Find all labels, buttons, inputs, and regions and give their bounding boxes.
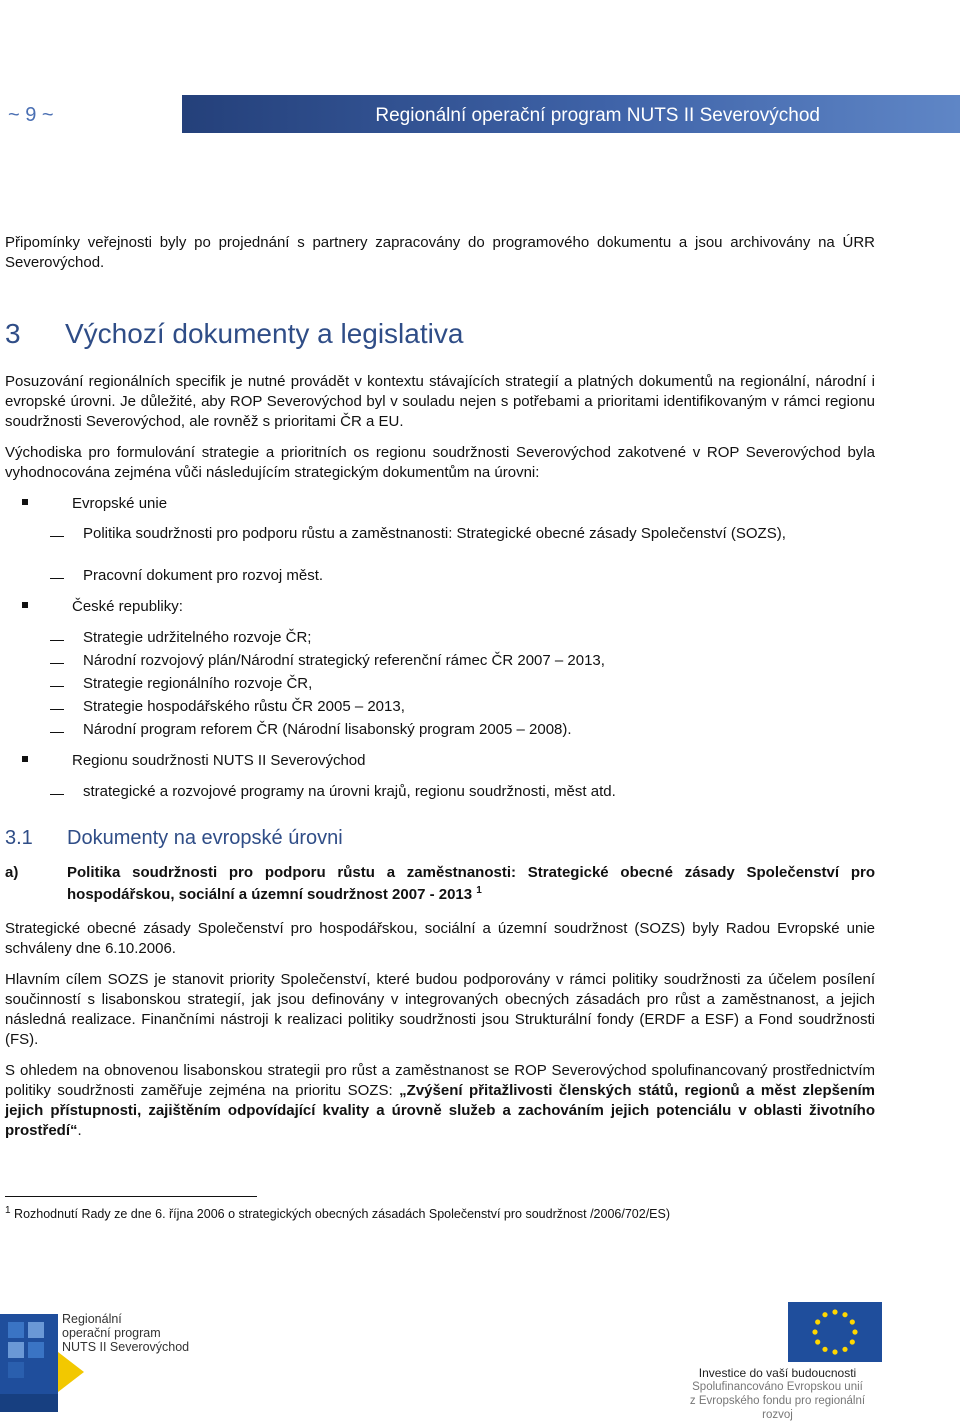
list-item [50, 720, 875, 740]
square-bullet-icon [22, 499, 28, 505]
list-item-text: Národní program reforem ČR (Národní lisabonský program 2005 – 2008). [83, 721, 572, 738]
rop-logo-line-3: NUTS II Severovýchod [62, 1340, 190, 1354]
square-bullet-icon [22, 756, 28, 762]
section-3-1-title: Dokumenty na evropské úrovni [67, 827, 343, 849]
list-item [50, 674, 875, 694]
eu-flag-icon [780, 1302, 890, 1362]
section-3-paragraph-1: Posuzování regionálních specifik je nutné provádět v kontextu stávajících strategií a platných dokumentů na regionální, národní i evropské úrovni. Je důležité, aby ROP Severovýchod byl v souladu nejen s potřebami a prioritami identifikovaným v rámci regionu soudržnosti Severovýchod, ale rovněž s prioritami ČR a EU. [5, 373, 875, 430]
section-3-1-paragraph-1: Strategické obecné zásady Společenství pro hospodářskou, sociální a územní soudržnost (SOZS) byly Radou Evropské unie schváleny dne 6.10.2006. [5, 920, 875, 957]
bullet-label: Evropské unie [72, 495, 168, 512]
bullet-label: České republiky: [72, 598, 183, 615]
list-item [50, 566, 875, 586]
paragraph-3-priority: „Zvýšení přitažlivosti členských států, regionů a měst zlepšením jejich přístupnosti, zajištěním odpovídající kvality a úrovně služeb a zachováním jejich potenciálu v oblasti životního prostředí“ [5, 1082, 875, 1139]
list-item [50, 697, 875, 717]
list-item-text: Politika soudržnosti pro podporu růstu a zaměstnanosti: Strategické obecné zásady Společenství (SOZS), [83, 525, 786, 542]
section-3-number: 3 [5, 318, 21, 349]
subsection-a [5, 862, 875, 906]
section-3-1-paragraph-3 [5, 1061, 875, 1141]
section-3-heading [5, 318, 463, 350]
list-item [50, 628, 875, 648]
rop-logo-line-1: Regionální [62, 1312, 122, 1326]
page-number: ~ 9 ~ [8, 104, 54, 126]
list-item-text: Strategie regionálního rozvoje ČR, [83, 675, 313, 692]
list-item-text: Pracovní dokument pro rozvoj měst. [83, 567, 324, 584]
eu-logo-text [675, 1366, 880, 1422]
list-item [50, 524, 875, 544]
dash-bullet-icon [50, 578, 64, 579]
rop-logo-text [62, 1312, 189, 1354]
dash-bullet-icon [50, 794, 64, 795]
section-3-paragraph-2: Východiska pro formulování strategie a prioritních os regionu soudržnosti Severovýchod zakotvené v ROP Severovýchod byla vyhodnocována zejména vůči následujícím strategickým dokumentům na úrovni: [5, 444, 875, 481]
section-3-1-heading [5, 827, 343, 850]
rop-logo-line-2: operační program [62, 1326, 161, 1340]
eu-logo-line-1: Investice do vaší budoucnosti [698, 1366, 857, 1380]
dash-bullet-icon [50, 663, 64, 664]
list-item-text: Strategie udržitelného rozvoje ČR; [83, 629, 312, 646]
eu-logo-line-2: Spolufinancováno Evropskou unií [692, 1381, 863, 1393]
section-3-title: Výchozí dokumenty a legislativa [65, 318, 464, 349]
list-item-text: strategické a rozvojové programy na úrovni krajů, regionu soudržnosti, měst atd. [83, 783, 616, 800]
footnote-divider [5, 1196, 257, 1197]
dash-bullet-icon [50, 709, 64, 710]
footnote [5, 1204, 671, 1221]
header-bar [182, 95, 960, 133]
paragraph-3-lead: S ohledem na obnovenou lisabonskou strategii pro růst a zaměstnanost se ROP Severovýchod spolufinancovaný prostřednictvím politiky soudržnosti zaměřuje zejména na prioritu SOZS: [5, 1062, 875, 1099]
list-item-text: Národní rozvojový plán/Národní strategický referenční rámec ČR 2007 – 2013, [83, 652, 605, 669]
dash-bullet-icon [50, 640, 64, 641]
dash-bullet-icon [50, 732, 64, 733]
intro-paragraph: Připomínky veřejnosti byly po projednání s partnery zapracovány do programového dokumentu a jsou archivovány na ÚRR Severovýchod. [5, 234, 875, 271]
subsection-a-title-text: Politika soudržnosti pro podporu růstu a zaměstnanosti: Strategické obecné zásady Společenství pro hospodářskou, sociální a územní soudržnost 2007 - 2013 [67, 864, 875, 903]
dash-bullet-icon [50, 536, 64, 537]
subsection-a-label: a) [5, 864, 19, 881]
list-item [50, 651, 875, 671]
bullet-label: Regionu soudržnosti NUTS II Severovýchod [72, 752, 366, 769]
footnote-text: Rozhodnutí Rady ze dne 6. října 2006 o strategických obecných zásadách Společenství pro soudržnost /2006/702/ES) [14, 1207, 671, 1221]
header-title: Regionální operační program NUTS II Severovýchod [375, 105, 820, 126]
list-item [50, 782, 875, 802]
square-bullet-icon [22, 602, 28, 608]
section-3-1-number: 3.1 [5, 827, 33, 849]
dash-bullet-icon [50, 686, 64, 687]
subsection-a-title [67, 862, 875, 906]
footnote-ref: 1 [476, 885, 482, 896]
section-3-1-paragraph-2: Hlavním cílem SOZS je stanovit priority Společenství, které budou podporovány v rámci politiky soudržnosti za účelem posílení součinností s lisabonskou strategií, jak jsou definovány v integrovaných obecných zásadách pro růst a zaměstnanost, a jejich následná realizace. Finančními nástroji k realizaci politiky soudržnosti jsou Strukturální fondy (ERDF a ESF) a Fond soudržnosti (FS). [5, 971, 875, 1048]
eu-logo-line-3: z Evropského fondu pro regionální rozvoj [689, 1395, 866, 1421]
footnote-number: 1 [5, 1204, 11, 1216]
paragraph-3-end: . [77, 1122, 82, 1139]
list-item-text: Strategie hospodářského růstu ČR 2005 – 2013, [83, 698, 405, 715]
